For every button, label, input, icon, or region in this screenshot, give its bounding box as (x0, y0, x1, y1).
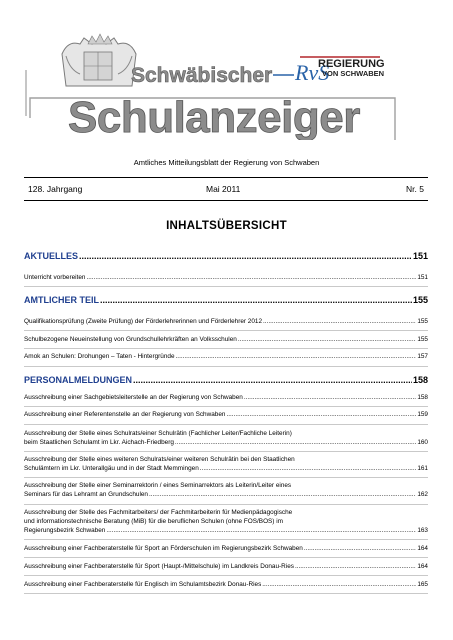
publication-subtitle: Amtliches Mitteilungsblatt der Regierung von Schwaben (133, 158, 320, 167)
coat-of-arms-logo (62, 34, 136, 86)
masthead-title-top: Schwäbischer (131, 64, 273, 87)
toc-entry[interactable]: Ausschreibung einer Fachberaterstelle für Englisch im Schulamtsbezirk Donau-Ries ..... 165 (24, 581, 428, 590)
issue-info-bar (24, 177, 428, 201)
regierung-logo (294, 57, 385, 85)
section-personalmeldungen[interactable] (24, 375, 428, 387)
issue-volume: 128. Jahrgang (28, 184, 83, 194)
toc-entry[interactable]: Schulbezogene Neueinstellung von Grundschullehrkräften an Volksschulen ..... 155 (24, 336, 428, 345)
section-page: 158 (412, 375, 428, 385)
toc-entry[interactable]: Ausschreibung einer Fachberaterstelle für Sport an Förderschulen im Regierungsbezirk Schwaben ..... 164 (24, 545, 428, 554)
section-aktuelles[interactable] (24, 251, 428, 263)
toc-entry[interactable]: Ausschreibung einer Sachgebietsleiterstelle an der Regierung von Schwaben ..... 158 (24, 394, 428, 403)
toc-entry[interactable]: Qualifikationsprüfung (Zweite Prüfung) der Förderlehrerinnen und Förderlehrer 2012 ..... 155 (24, 318, 428, 327)
logo-line2: VON SCHWABEN (322, 69, 385, 78)
toc-entry[interactable]: Ausschreibung der Stelle einer Seminarrektorin / eines Seminarrektors als Leiterin/Leiter eines Seminars für das Lehramt an Grundschulen ..... 162 (24, 482, 428, 500)
toc-entry[interactable]: Ausschreibung einer Fachberaterstelle für Sport (Haupt-/Mittelschule) im Landkreis Donau-Ries ..... 164 (24, 563, 428, 572)
issue-number: Nr. 5 (406, 184, 424, 194)
toc-entry[interactable]: Ausschreibung einer Referentenstelle an der Regierung von Schwaben ..... 159 (24, 411, 428, 420)
section-page: 151 (412, 251, 428, 261)
section-title: AMTLICHER TEIL (24, 295, 99, 305)
toc-entry[interactable]: Ausschreibung der Stelle des Fachmitarbeiters/ der Fachmitarbeiterin für Medienpädagogische und informationstechnische Beratung (MiB) für die beruflichen Schulen (ohne FOS/BOS) im Regierungsbezirk Schwaben ..... 163 (24, 509, 428, 535)
toc-heading: INHALTSÜBERSICHT (166, 220, 287, 232)
logo-letters: RvS (295, 60, 330, 85)
toc-entry[interactable]: Ausschreibung der Stelle eines Schulrats/einer Schulrätin (Fachlicher Leiter/Fachliche Leiterin) beim Staatlichen Schulamt im Lkr. Aichach-Friedberg ..... 160 (24, 430, 428, 448)
logo-line1: REGIERUNG (318, 58, 385, 70)
section-title: AKTUELLES (24, 251, 78, 261)
section-page: 155 (412, 295, 428, 305)
section-amtlicher-teil[interactable] (24, 295, 428, 307)
toc-entry[interactable]: Ausschreibung der Stelle eines weiteren Schulrats/einer weiteren Schulrätin bei den Staatlichen Schulämtern im Lkr. Unterallgäu und in der Stadt Memmingen ..... 161 (24, 456, 428, 474)
issue-date: Mai 2011 (206, 184, 241, 194)
section-title: PERSONALMELDUNGEN (24, 375, 133, 385)
masthead (0, 0, 453, 140)
toc-entry[interactable]: Amok an Schulen: Drohungen – Taten - Hintergründe ..... 157 (24, 353, 428, 362)
masthead-title-main: Schulanzeiger (68, 93, 360, 140)
toc-entry[interactable]: Unterricht vorbereiten ..... 151 (24, 274, 428, 283)
